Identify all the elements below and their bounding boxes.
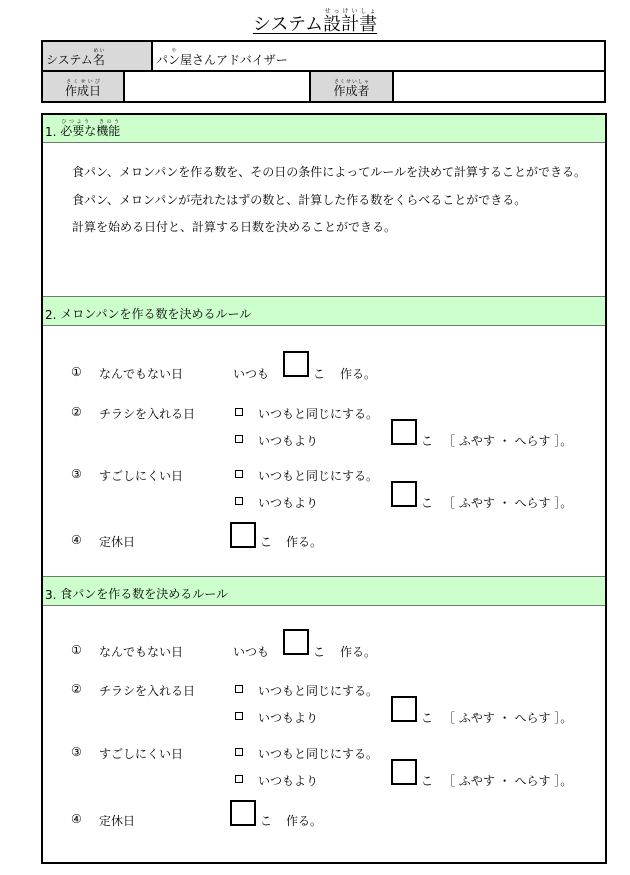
melon-rule-3-count-input[interactable] <box>391 481 417 507</box>
bread-rule-4-count-input[interactable] <box>230 800 256 826</box>
main-content-box <box>41 113 607 864</box>
system-name-label-text: システム <box>46 53 93 67</box>
system-name-value-rest: さんアドバイザー <box>192 53 288 67</box>
title-prefix: システム <box>252 14 324 35</box>
bread-rule-3-number: ③ <box>71 745 82 759</box>
author-field[interactable] <box>392 72 604 101</box>
bread-rule-2-change-checkbox[interactable] <box>235 712 243 720</box>
bread-rule-2-same-label: いつもと同じにする。 <box>258 684 379 698</box>
bread-rule-3-increase-decrease-choice[interactable]: ［ ふやす ・ へらす ］。 <box>443 774 573 788</box>
bread-rule-4-number: ④ <box>71 812 82 826</box>
melon-rule-3-number: ③ <box>71 467 82 481</box>
melon-rule-2-number: ② <box>71 405 82 419</box>
bread-rule-4-label: 定休日 <box>99 814 136 828</box>
section-1-number: 1. <box>45 125 57 139</box>
section-3-header <box>43 576 605 606</box>
melon-rule-3-unit: こ <box>421 496 434 510</box>
melon-rule-2-change-label: いつもより <box>258 434 319 448</box>
title-kanji: 設計書 <box>323 14 378 35</box>
melon-rule-2-same-label: いつもと同じにする。 <box>258 407 379 421</box>
melon-rule-1-unit: こ <box>313 367 326 381</box>
system-name-value-ruby: や <box>156 48 193 54</box>
bread-rule-2-same-checkbox[interactable] <box>235 685 243 693</box>
melon-rule-4-number: ④ <box>71 533 82 547</box>
author-ruby: さくせいしゃ <box>333 79 370 85</box>
created-date-ruby: さくせいび <box>64 79 101 85</box>
melon-rule-2-same-checkbox[interactable] <box>235 408 243 416</box>
section-1-title: 必要な機能 <box>60 124 121 138</box>
melon-rule-3-increase-decrease-choice[interactable]: ［ ふやす ・ へらす ］。 <box>443 496 573 510</box>
melon-rule-3-change-label: いつもより <box>258 496 319 510</box>
bread-rule-1-suffix: 作る。 <box>340 645 377 659</box>
melon-rule-2-change-checkbox[interactable] <box>235 435 243 443</box>
bread-rule-1-prefix: いつも <box>233 645 270 659</box>
bread-rule-3-change-label: いつもより <box>258 774 319 788</box>
bread-rule-2-change-label: いつもより <box>258 711 319 725</box>
title-ruby: せっけいしょ <box>323 8 378 15</box>
melon-rule-4-label: 定休日 <box>99 535 136 549</box>
feature-item-2: 食パン、メロンパンが売れたはずの数と、計算した作る数をくらべることができる。 <box>72 193 527 207</box>
bread-rule-2-count-input[interactable] <box>391 696 417 722</box>
melon-rule-1-count-input[interactable] <box>283 351 309 377</box>
melon-rule-4-unit: こ <box>260 535 273 549</box>
melon-rule-2-unit: こ <box>421 434 434 448</box>
bread-rule-4-unit: こ <box>260 814 273 828</box>
bread-rule-3-count-input[interactable] <box>391 759 417 785</box>
section-3-title: 食パンを作る数を決めるルール <box>60 587 229 601</box>
melon-rule-3-change-checkbox[interactable] <box>235 497 243 505</box>
feature-item-3: 計算を始める日付と、計算する日数を決めることができる。 <box>72 220 397 234</box>
section-2-header <box>43 296 605 326</box>
melon-rule-2-increase-decrease-choice[interactable]: ［ ふやす ・ へらす ］。 <box>443 434 573 448</box>
melon-rule-4-suffix: 作る。 <box>286 535 323 549</box>
bread-rule-3-unit: こ <box>421 774 434 788</box>
system-name-row <box>41 40 606 72</box>
system-name-label-kanji: 名 <box>92 53 105 67</box>
melon-rule-4-count-input[interactable] <box>230 522 256 548</box>
bread-rule-2-increase-decrease-choice[interactable]: ［ ふやす ・ へらす ］。 <box>443 711 573 725</box>
melon-rule-1-prefix: いつも <box>233 367 270 381</box>
melon-rule-1-label: なんでもない日 <box>99 367 184 381</box>
bread-rule-3-same-checkbox[interactable] <box>235 748 243 756</box>
created-date-label <box>43 72 123 101</box>
bread-rule-2-label: チラシを入れる日 <box>99 684 196 698</box>
bread-rule-3-same-label: いつもと同じにする。 <box>258 747 379 761</box>
section-3-number: 3. <box>45 588 57 602</box>
section-1-header <box>43 115 605 143</box>
bread-rule-2-unit: こ <box>421 711 434 725</box>
created-date-label-text: 作成日 <box>64 84 101 98</box>
melon-rule-3-label: すごしにくい日 <box>99 469 184 483</box>
feature-item-1: 食パン、メロンパンを作る数を、その日の条件によってルールを決めて計算することができる。 <box>72 165 586 179</box>
author-label-text: 作成者 <box>333 84 370 98</box>
bread-rule-1-unit: こ <box>313 645 326 659</box>
melon-rule-3-same-label: いつもと同じにする。 <box>258 469 379 483</box>
section-2-title: メロンパンを作る数を決めるルール <box>60 307 252 321</box>
bread-rule-3-label: すごしにくい日 <box>99 747 184 761</box>
creation-row <box>41 72 606 103</box>
bread-rule-3-change-checkbox[interactable] <box>235 775 243 783</box>
bread-rule-4-suffix: 作る。 <box>286 814 323 828</box>
bread-rule-1-count-input[interactable] <box>283 629 309 655</box>
melon-rule-2-label: チラシを入れる日 <box>99 407 196 421</box>
melon-rule-1-suffix: 作る。 <box>340 367 377 381</box>
bread-rule-2-number: ② <box>71 682 82 696</box>
melon-rule-2-count-input[interactable] <box>391 419 417 445</box>
section-2-number: 2. <box>45 308 57 322</box>
system-name-value-kanji: パン屋 <box>156 53 193 67</box>
system-name-label <box>43 42 151 70</box>
document-title <box>0 8 630 36</box>
author-label <box>309 72 392 101</box>
melon-rule-1-number: ① <box>71 365 82 379</box>
melon-rule-3-same-checkbox[interactable] <box>235 470 243 478</box>
created-date-field[interactable] <box>123 72 309 101</box>
bread-rule-1-label: なんでもない日 <box>99 645 184 659</box>
system-name-label-ruby: めい <box>92 48 105 54</box>
bread-rule-1-number: ① <box>71 643 82 657</box>
system-name-field[interactable] <box>151 42 604 70</box>
section-1-title-ruby: ひつよう きのう <box>60 119 121 125</box>
